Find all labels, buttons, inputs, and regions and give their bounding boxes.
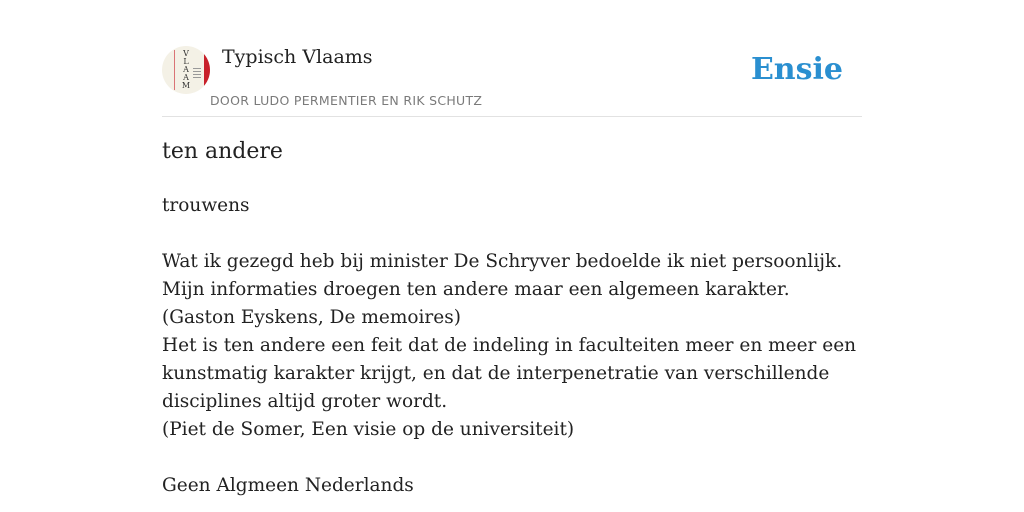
ensie-logo-link[interactable]: Ensie: [750, 52, 843, 87]
quote-source: (Piet de Somer, Een visie op de universiteit): [162, 419, 575, 440]
book-cover-icon[interactable]: [162, 46, 210, 94]
entry-content: [162, 192, 872, 500]
entry-synonym: trouwens: [162, 195, 250, 216]
entry-note: Geen Algmeen Nederlands: [162, 475, 414, 496]
quote-text: Wat ik gezegd heb bij minister De Schryver bedoelde ik niet persoonlijk. Mijn informaties droegen ten andere maar een algemeen karakter.: [162, 251, 843, 300]
entry-term: ten andere: [162, 139, 283, 164]
quote-text: Het is ten andere een feit dat de indeling in faculteiten meer en meer een kunstmatig karakter krijgt, en dat de interpenetratie van verschillende disciplines altijd groter wordt.: [162, 335, 857, 412]
quote-source: (Gaston Eyskens, De memoires): [162, 307, 461, 328]
cover-decoration: [174, 50, 175, 90]
cover-red-band: [204, 54, 210, 86]
book-title[interactable]: Typisch Vlaams: [222, 46, 373, 68]
book-authors: DOOR LUDO PERMENTIER EN RIK SCHUTZ: [210, 93, 483, 108]
cover-letters: V L A A M: [181, 49, 191, 90]
book-header: [162, 40, 862, 117]
cover-text-lines: [193, 68, 201, 80]
